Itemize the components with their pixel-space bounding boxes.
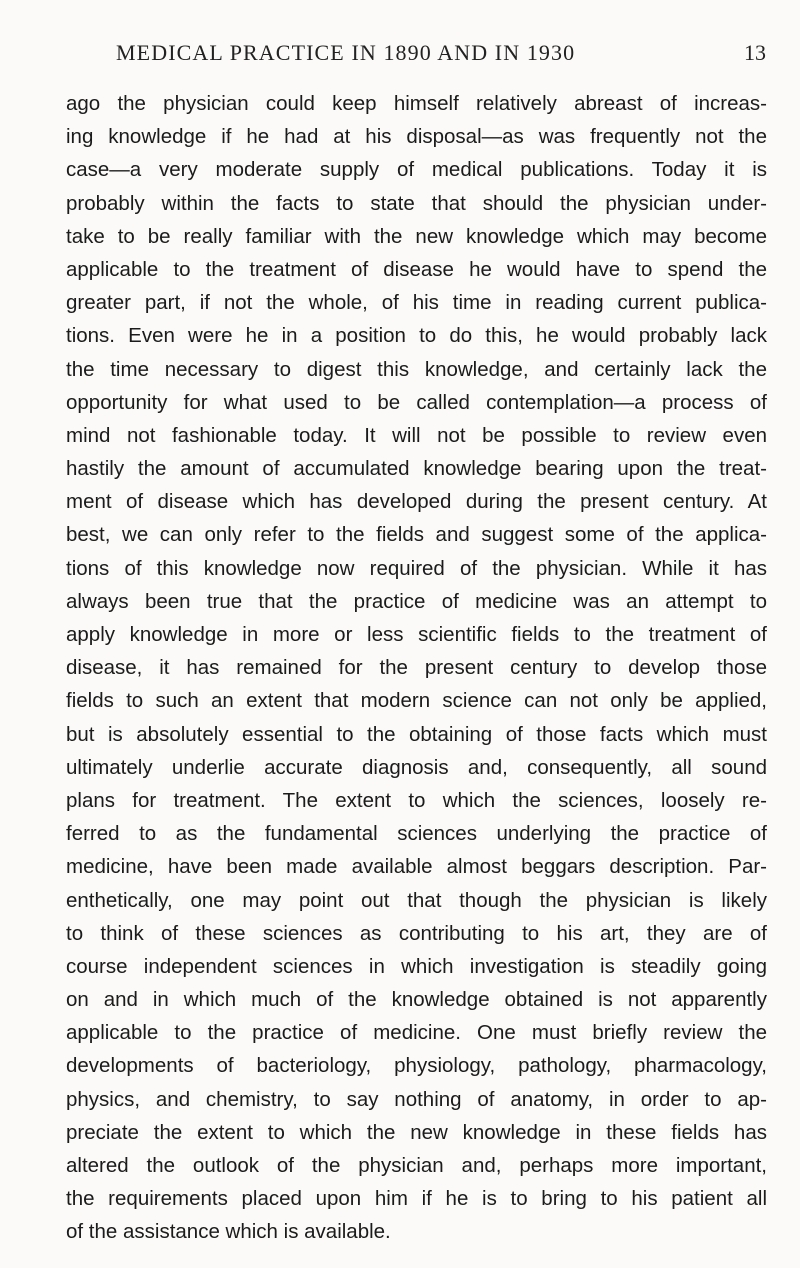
text-line: always been true that the practice of medicine was an attempt to [66,589,767,613]
text-line: to think of these sciences as contributing to his art, they are of [66,921,767,945]
text-line: take to be really familiar with the new knowledge which may become [66,224,767,248]
text-line: case—a very moderate supply of medical publications. Today it is [66,158,767,182]
text-line: disease, it has remained for the present century to develop those [66,656,767,680]
text-line: ultimately underlie accurate diagnosis and, consequently, all sound [66,755,767,779]
text-line: applicable to the treatment of disease he would have to spend the [66,257,767,281]
text-line: apply knowledge in more or less scientific fields to the treatment of [66,623,767,646]
text-line: ferred to as the fundamental sciences underlying the practice of [66,822,767,846]
text-line: the time necessary to digest this knowledge, and certainly lack the [66,357,767,381]
text-line: applicable to the practice of medicine. One must briefly review the [66,1021,767,1045]
text-line: tions. Even were he in a position to do this, he would probably lack [66,324,767,348]
text-line: plans for treatment. The extent to which the sciences, loosely re- [66,788,767,812]
text-line: hastily the amount of accumulated knowledge bearing upon the treat- [66,457,767,481]
text-line: altered the outlook of the physician and, perhaps more important, [66,1154,767,1177]
text-line: mind not fashionable today. It will not be possible to review even [66,423,767,447]
text-line: probably within the facts to state that should the physician under- [66,191,767,215]
text-line: opportunity for what used to be called contemplation—a process of [66,390,767,414]
body-paragraph [66,87,767,1249]
text-line: preciate the extent to which the new knowledge in these fields has [66,1120,767,1144]
text-line: enthetically, one may point out that though the physician is likely [66,888,767,912]
text-line: the requirements placed upon him if he is to bring to his patient all [66,1187,767,1211]
text-line: best, we can only refer to the fields and suggest some of the applica- [66,523,767,547]
text-line: medicine, have been made available almost beggars description. Par- [66,855,767,879]
text-line: course independent sciences in which investigation is steadily going [66,954,767,978]
text-line: of the assistance which is available. [66,1220,391,1244]
text-line: ing knowledge if he had at his disposal—as was frequently not the [66,125,767,149]
text-line: tions of this knowledge now required of the physician. While it has [66,556,767,580]
page-number: 13 [744,40,766,65]
text-line: greater part, if not the whole, of his time in reading current publica- [66,291,767,315]
text-line: on and in which much of the knowledge obtained is not apparently [66,988,767,1012]
text-line: physics, and chemistry, to say nothing of anatomy, in order to ap- [66,1087,767,1111]
text-line: fields to such an extent that modern science can not only be applied, [66,689,767,713]
running-head [66,40,766,70]
text-line: ago the physician could keep himself relatively abreast of increas- [66,92,767,115]
text-line: ment of disease which has developed during the present century. At [66,490,767,514]
text-line: developments of bacteriology, physiology, pathology, pharmacology, [66,1054,767,1078]
text-line: but is absolutely essential to the obtaining of those facts which must [66,722,767,746]
running-title: MEDICAL PRACTICE IN 1890 AND IN 1930 [116,40,576,65]
